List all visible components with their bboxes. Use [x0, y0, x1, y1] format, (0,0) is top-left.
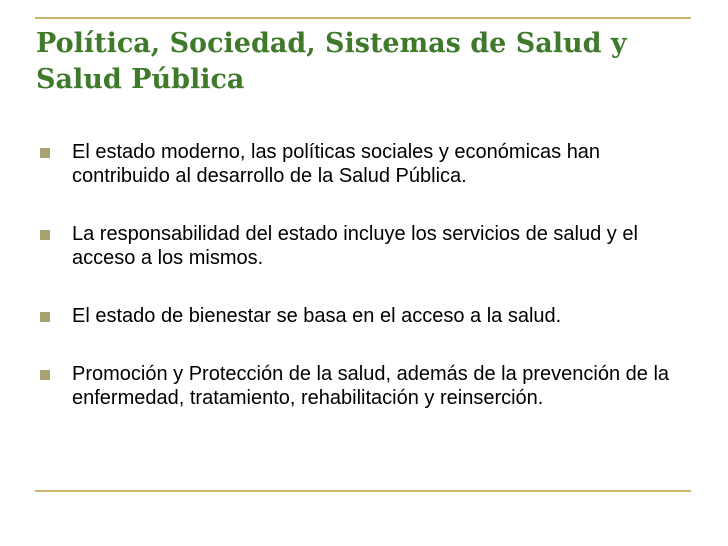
bullet-text: El estado de bienestar se basa en el acceso a la salud.	[72, 305, 562, 327]
square-bullet-icon	[40, 370, 50, 380]
bullet-text: La responsabilidad del estado incluye los servicios de salud y el acceso a los mismos.	[72, 223, 638, 269]
bullet-item	[40, 140, 700, 188]
bullet-list	[40, 140, 700, 444]
square-bullet-icon	[40, 312, 50, 322]
slide-title: Política, Sociedad, Sistemas de Salud y Salud Pública	[36, 28, 627, 95]
bullet-item	[40, 222, 700, 270]
square-bullet-icon	[40, 148, 50, 158]
top-rule	[35, 17, 691, 19]
bottom-rule	[35, 490, 691, 492]
bullet-text: El estado moderno, las políticas sociales y económicas han contribuido al desarrollo de la Salud Pública.	[72, 141, 601, 187]
square-bullet-icon	[40, 230, 50, 240]
bullet-item	[40, 304, 700, 328]
bullet-text: Promoción y Protección de la salud, además de la prevención de la enfermedad, tratamiento, rehabilitación y reinserción.	[72, 363, 670, 409]
bullet-item	[40, 362, 700, 410]
